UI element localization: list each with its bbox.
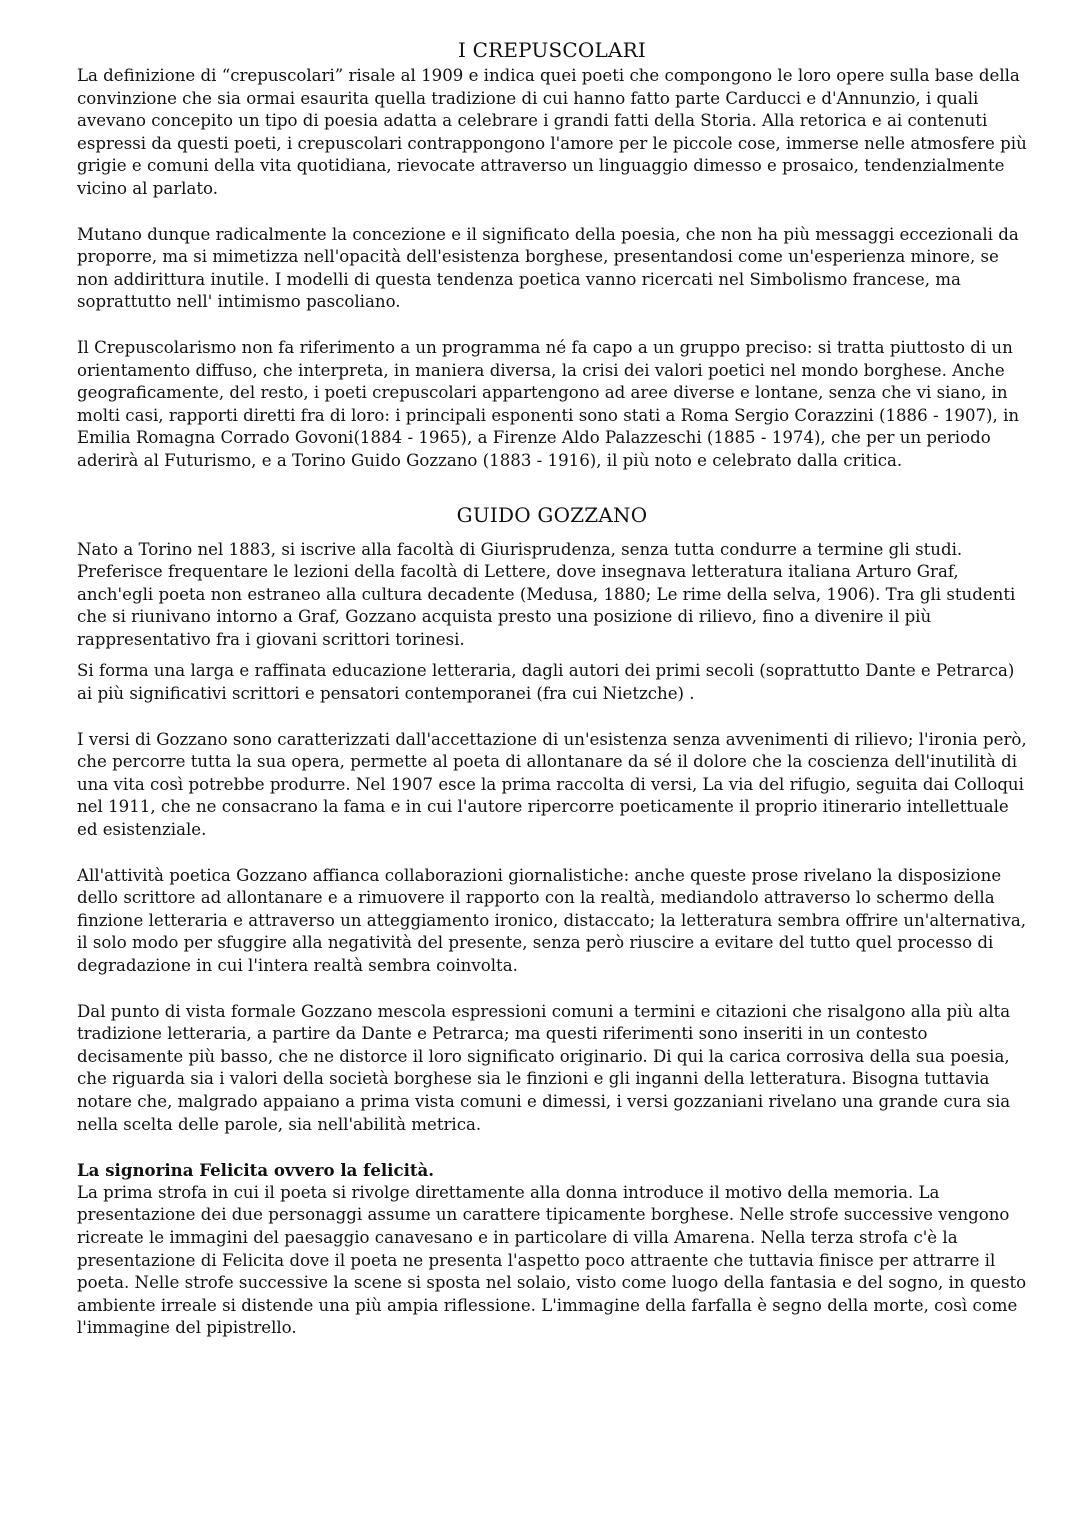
document-page bbox=[77, 38, 1027, 1363]
gozzano-paragraph-1: Nato a Torino nel 1883, si iscrive alla facoltà di Giurisprudenza, senza tutta condurre a termine gli studi. Preferisce frequentare le lezioni della facoltà di Lettere, dove insegnava letteratura italiana Arturo Graf, anch'egli poeta non estraneo alla cultura decadente (Medusa, 1880; Le rime della selva, 1906). Tra gli studenti che si riunivano intorno a Graf, Gozzano acquista presto una posizione di rilievo, fino a divenire il più rappresentativo fra i giovani scrittori torinesi. bbox=[77, 539, 1016, 649]
section-title-gozzano: GUIDO GOZZANO bbox=[456, 502, 648, 527]
gozzano-paragraph-4: All'attività poetica Gozzano affianca collaborazioni giornalistiche: anche queste prose rivelano la disposizione dello scrittore ad allontanare e a rimuovere il rapporto con la realtà, mediandolo attraverso lo schermo della finzione letteraria e attraverso un atteggiamento ironico, distaccato; la letteratura sembra offrire un'alternativa, il solo modo per sfuggire alla negatività del presente, senza però riuscire a evitare del tutto quel processo di degradazione in cui l'intera realtà sembra coinvolta. bbox=[77, 865, 1027, 975]
gozzano-paragraph-5: Dal punto di vista formale Gozzano mescola espressioni comuni a termini e citazioni che risalgono alla più alta tradizione letteraria, a partire da Dante e Petrarca; ma questi riferimenti sono inseriti in un contesto decisamente più basso, che ne distorce il loro significato originario. Di qui la carica corrosiva della sua poesia, che riguarda sia i valori della società borghese sia le finzioni e gli inganni della letteratura. Bisogna tuttavia notare che, malgrado appaiano a prima vista comuni e dimessi, i versi gozzaniani rivelano una grande cura sia nella scelta delle parole, sia nell'abilità metrica. bbox=[77, 1001, 1011, 1134]
intro-paragraph-1: La definizione di “crepuscolari” risale al 1909 e indica quei poeti che compongono le loro opere sulla base della convinzione che sia ormai esaurita quella tradizione di cui hanno fatto parte Carducci e d'Annunzio, i quali avevano concepito un tipo di poesia adatta a celebrare i grandi fatti della Storia. Alla retorica e ai contenuti espressi da questi poeti, i crepuscolari contrappongono l'amore per le piccole cose, immerse nelle atmosfere più grigie e comuni della vita quotidiana, rievocate attraverso un linguaggio dimesso e prosaico, tendenzialmente vicino al parlato. bbox=[77, 66, 1027, 198]
page-title: I CREPUSCOLARI bbox=[457, 38, 647, 62]
felicita-paragraph: La prima strofa in cui il poeta si rivolge direttamente alla donna introduce il motivo della memoria. La presentazione dei due personaggi assume un carattere tipicamente borghese. Nelle strofe successive vengono ricreate le immagini del paesaggio canavesano e in particolare di villa Amarena. Nella terza strofa c'è la presentazione di Felicita dove il poeta ne presenta l'aspetto poco attraente che tuttavia finisce per attrarre il poeta. Nelle strofe successive la scene si sposta nel solaio, visto come luogo della fantasia e del sogno, in questo ambiente irreale si distende una più ampia riflessione. L'immagine della farfalla è segno della morte, così come l'immagine del pipistrello. bbox=[77, 1182, 1027, 1338]
intro-paragraph-2: Mutano dunque radicalmente la concezione e il significato della poesia, che non ha più messaggi eccezionali da proporre, ma si mimetizza nell'opacità dell'esistenza borghese, presentandosi come un'esperienza minore, se non addirittura inutile. I modelli di questa tendenza poetica vanno ricercati nel Simbolismo francese, ma soprattutto nell' intimismo pascoliano. bbox=[77, 224, 1019, 312]
intro-paragraph-3: Il Crepuscolarismo non fa riferimento a un programma né fa capo a un gruppo preciso: si tratta piuttosto di un orientamento diffuso, che interpreta, in maniera diversa, la crisi dei valori poetici nel mondo borghese. Anche geograficamente, del resto, i poeti crepuscolari appartengono ad aree diverse e lontane, senza che vi siano, in molti casi, rapporti diretti fra di loro: i principali esponenti sono stati a Roma Sergio Corazzini (1886 - 1907), in Emilia Romagna Corrado Govoni(1884 - 1965), a Firenze Aldo Palazzeschi (1885 - 1974), che per un periodo aderirà al Futurismo, e a Torino Guido Gozzano (1883 - 1916), il più noto e celebrato dalla critica. bbox=[77, 337, 1020, 470]
gozzano-paragraph-2: Si forma una larga e raffinata educazione letteraria, dagli autori dei primi secoli (soprattutto Dante e Petrarca) ai più significativi scrittori e pensatori contemporanei (fra cui Nietzche) . bbox=[77, 661, 1015, 704]
subsection-title-felicita: La signorina Felicita ovvero la felicità. bbox=[77, 1160, 435, 1181]
gozzano-paragraph-3: I versi di Gozzano sono caratterizzati dall'accettazione di un'esistenza senza avvenimenti di rilievo; l'ironia però, che percorre tutta la sua opera, permette al poeta di allontanare da sé il dolore che la coscienza dell'inutilità di una vita così potrebbe produrre. Nel 1907 esce la prima raccolta di versi, La via del rifugio, seguita dai Colloqui nel 1911, che ne consacrano la fama e in cui l'autore ripercorre poeticamente il proprio itinerario intellettuale ed esistenziale. bbox=[77, 729, 1027, 840]
